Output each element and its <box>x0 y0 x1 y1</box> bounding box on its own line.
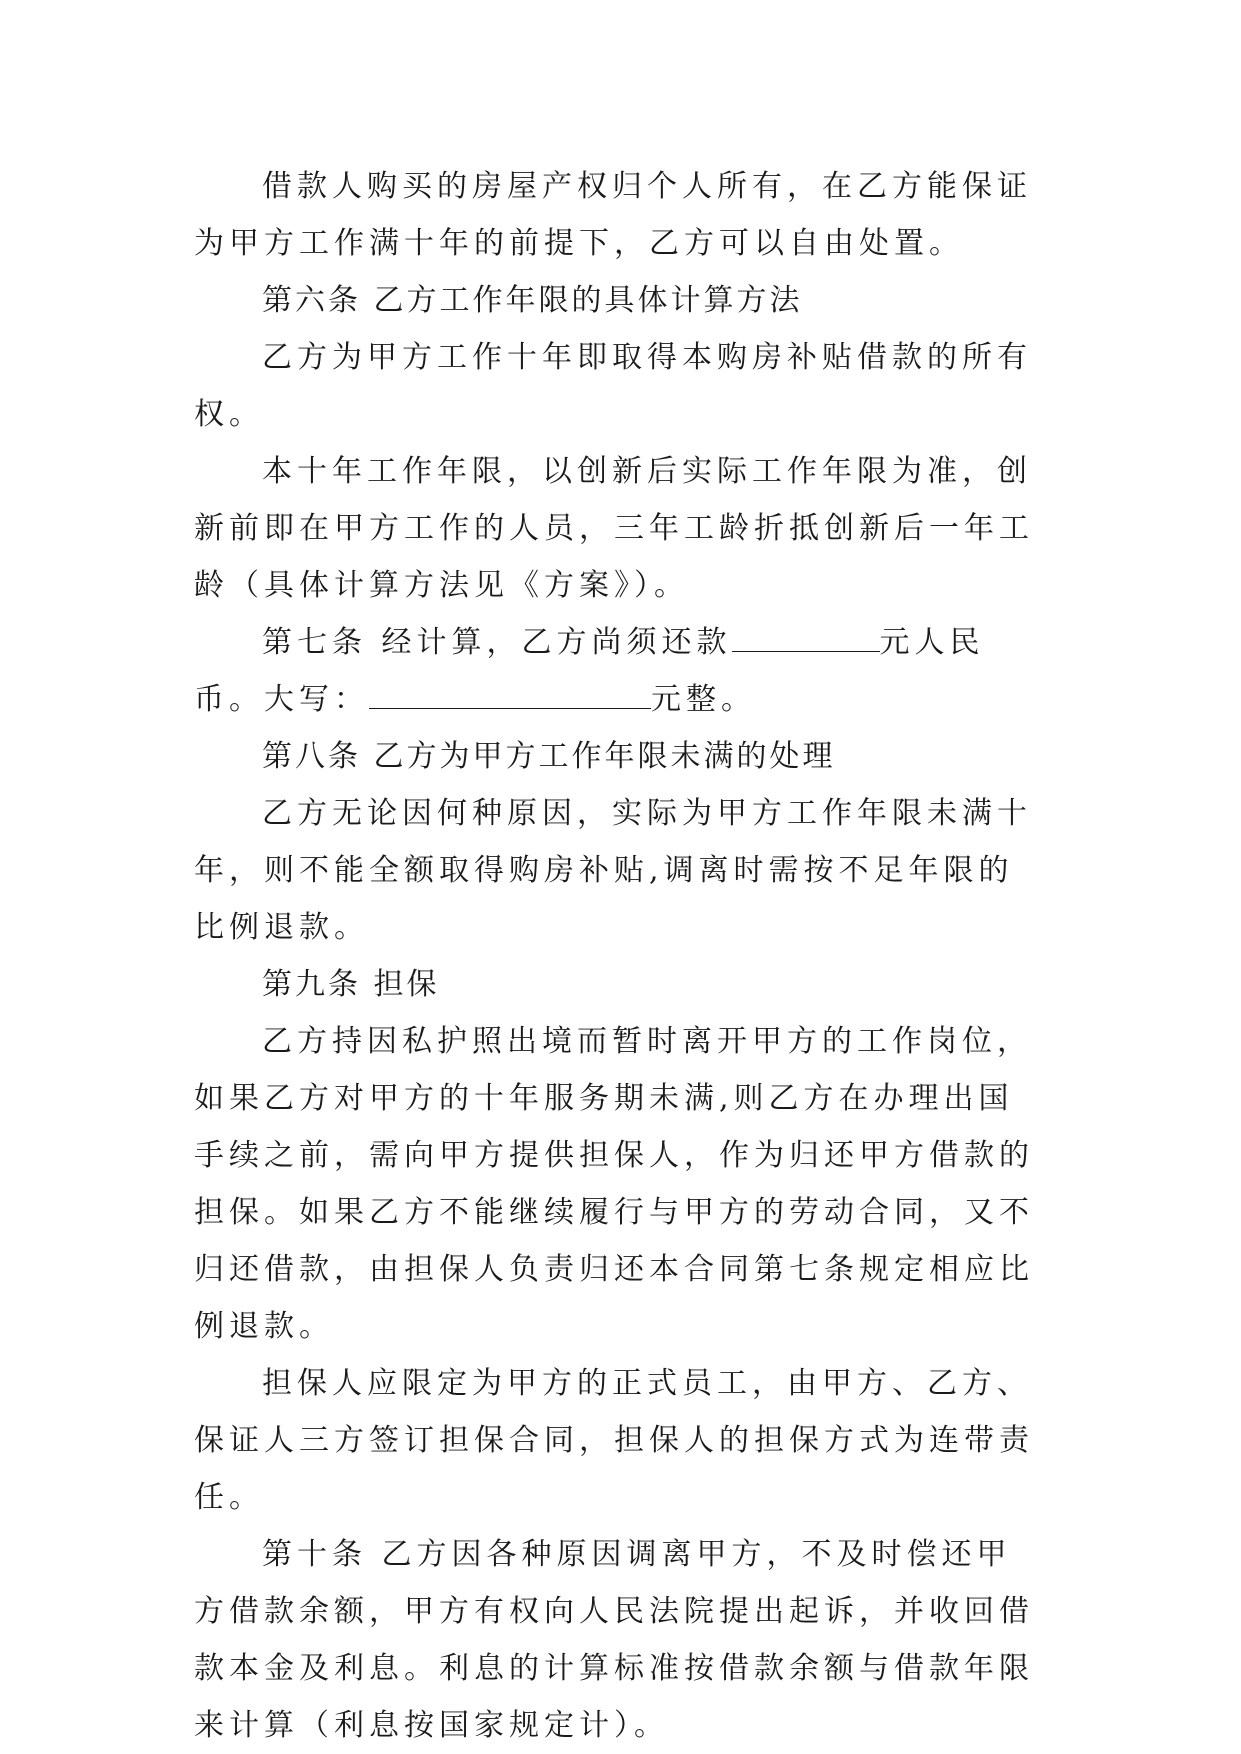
paragraph-guarantor-requirement: 乙方持因私护照出境而暂时离开甲方的工作岗位，如果乙方对甲方的十年服务期未满,则乙方在办理出国手续之前，需向甲方提供担保人，作为归还甲方借款的担保。如果乙方不能继续履行与甲方的劳动合同，又不归还借款，由担保人负责归还本合同第七条规定相应比例退款。 <box>194 1024 1034 1344</box>
article-7-text-1: 第七条 经计算，乙方尚须还款 <box>262 625 732 660</box>
amount-in-words-blank <box>369 682 651 709</box>
article-7-repayment <box>194 614 1044 728</box>
article-9-title: 第九条 担保 <box>262 967 440 1002</box>
article-7-text-3: 元整。 <box>651 682 756 717</box>
article-10-litigation: 第十条 乙方因各种原因调离甲方，不及时偿还甲方借款余额，甲方有权向人民法院提出起诉，并收回借款本金及利息。利息的计算标准按借款余额与借款年限来计算（利息按国家规定计）。 <box>194 1537 1034 1743</box>
paragraph-property-ownership: 借款人购买的房屋产权归个人所有，在乙方能保证为甲方工作满十年的前提下，乙方可以自由处置。 <box>194 169 1032 261</box>
article-6-title: 第六条 乙方工作年限的具体计算方法 <box>262 283 803 318</box>
paragraph-ownership-after-ten-years: 乙方为甲方工作十年即取得本购房补贴借款的所有权。 <box>194 340 1032 432</box>
paragraph-guarantor-qualification: 担保人应限定为甲方的正式员工，由甲方、乙方、保证人三方签订担保合同，担保人的担保方式为连带责任。 <box>194 1366 1034 1515</box>
article-7-text-2: 元人民币。大写： <box>194 625 985 717</box>
document-body <box>194 158 1044 1754</box>
paragraph-work-years-calculation: 本十年工作年限，以创新后实际工作年限为准，创新前即在甲方工作的人员，三年工龄折抵创新后一年工龄（具体计算方法见《方案》）。 <box>194 454 1034 603</box>
paragraph-early-departure-refund: 乙方无论因何种原因，实际为甲方工作年限未满十年，则不能全额取得购房补贴,调离时需按不足年限的比例退款。 <box>194 796 1032 945</box>
amount-blank <box>732 625 880 652</box>
article-8-title: 第八条 乙方为甲方工作年限未满的处理 <box>262 739 836 774</box>
